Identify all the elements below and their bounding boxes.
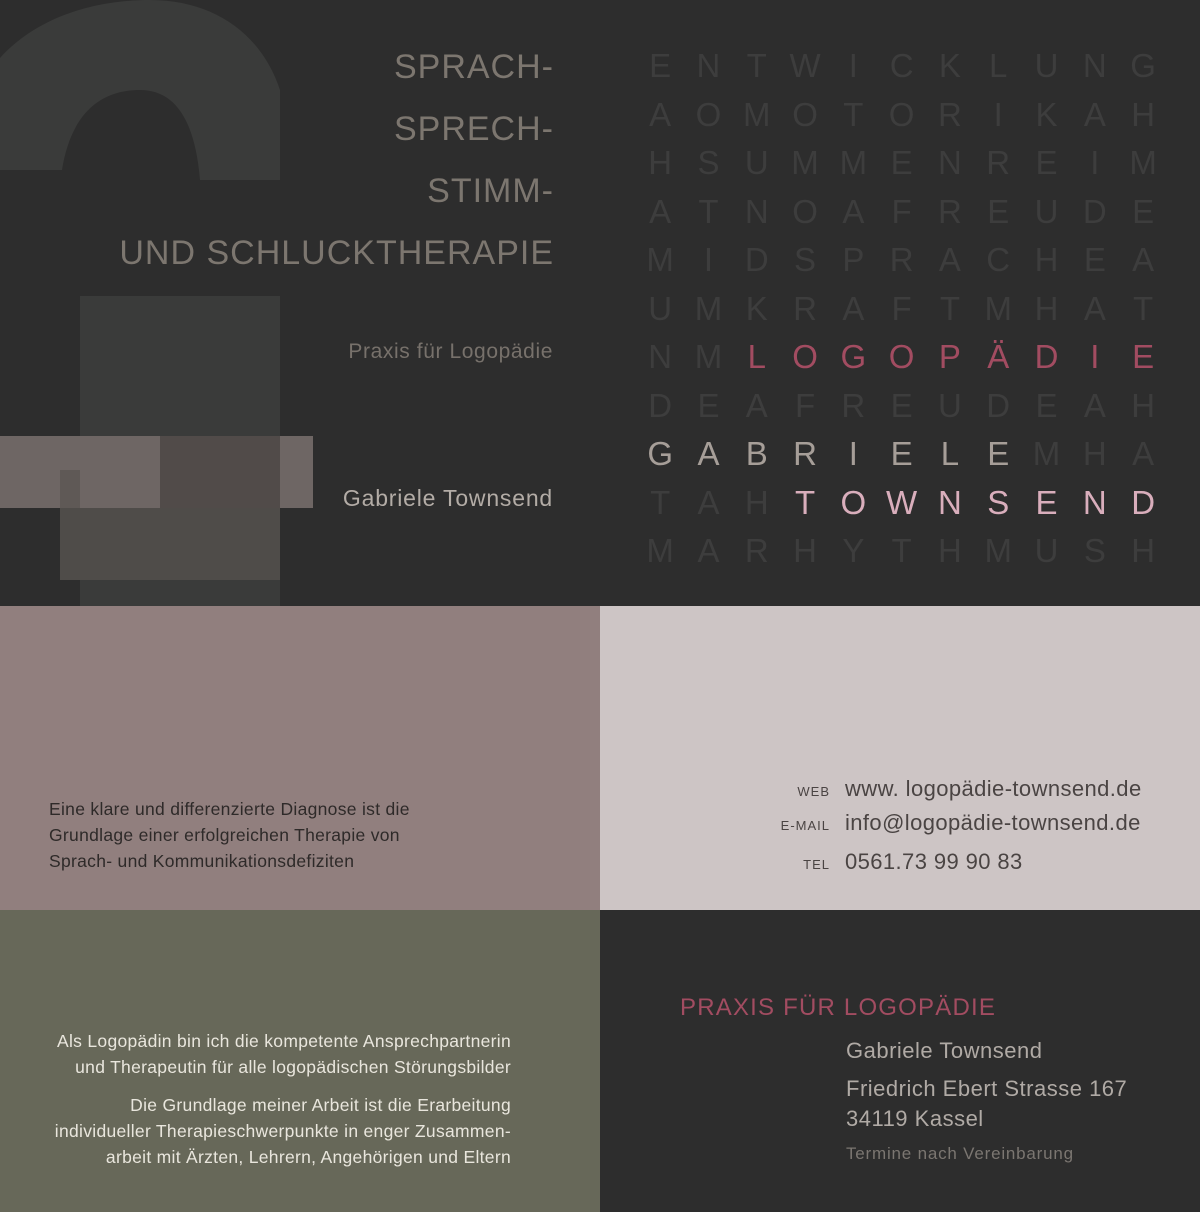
grid-letter: N	[744, 192, 769, 230]
grid-letter: G	[647, 435, 673, 472]
grid-row	[636, 479, 1167, 528]
grid-letter: A	[649, 192, 672, 230]
address-street: Friedrich Ebert Strasse 167	[846, 1076, 1128, 1101]
address-title: PRAXIS FÜR LOGOPÄDIE	[680, 994, 997, 1021]
grid-letter: A	[1132, 241, 1155, 278]
grid-letter: W	[789, 47, 821, 84]
grid-letter: N	[696, 47, 721, 84]
grid-letter: I	[703, 241, 714, 278]
grid-row	[636, 139, 1167, 188]
diagnosis-text: Eine klare und differenzierte Diagnose ist die Grundlage einer erfolgreichen Therapie von Sprach- und Kommunikationsdefiziten	[49, 799, 410, 871]
grid-letter: M	[1129, 144, 1157, 181]
grid-letter: M	[984, 532, 1012, 569]
grid-letter: T	[794, 483, 816, 521]
about-paragraph-1: Als Logopädin bin ich die kompetente Ansprechpartnerin und Therapeutin für alle logopädischen Störungsbilder	[57, 1031, 511, 1077]
tel-number[interactable]: 0561.73 99 90 83	[845, 849, 1023, 874]
grid-letter: M	[646, 532, 674, 569]
grid-letter: B	[745, 435, 768, 472]
grid-letter: O	[695, 95, 722, 133]
grid-letter: U	[1034, 532, 1059, 569]
grid-letter: A	[697, 483, 720, 521]
headline-line: SPRECH-	[393, 110, 554, 148]
grid-letter: D	[744, 241, 769, 278]
grid-row	[636, 188, 1167, 237]
grid-letter: E	[1083, 241, 1106, 278]
headline-line: STIMM-	[427, 172, 554, 210]
grid-letter: N	[1082, 47, 1107, 84]
grid-letter: I	[1090, 338, 1100, 375]
grid-letter: M	[839, 144, 868, 181]
address-panel	[600, 910, 1200, 1212]
grid-letter: N	[938, 483, 962, 521]
grid-letter: E	[1035, 386, 1058, 424]
grid-letter: O	[792, 338, 818, 375]
grid-letter: H	[793, 532, 817, 569]
headline-line: UND SCHLUCKTHERAPIE	[119, 234, 554, 272]
grid-letter: M	[984, 289, 1012, 327]
contact-panel	[600, 606, 1200, 910]
grid-letter: G	[1130, 47, 1156, 84]
grid-letter: T	[746, 47, 767, 84]
grid-letter: G	[840, 338, 867, 375]
grid-letter: F	[794, 386, 816, 424]
grid-letter: A	[842, 289, 865, 327]
grid-letter: A	[1083, 95, 1106, 133]
grid-row	[636, 91, 1167, 140]
grid-letter: L	[747, 338, 766, 375]
grid-letter: S	[1083, 532, 1106, 569]
web-link[interactable]: www. logopädie-townsend.de	[845, 776, 1142, 801]
grid-letter: H	[1131, 386, 1156, 424]
grid-letter: O	[888, 338, 915, 375]
grid-letter: U	[648, 289, 673, 327]
grid-letter: E	[890, 144, 913, 181]
web-label: WEB	[797, 784, 830, 799]
grid-letter: E	[649, 47, 672, 84]
grid-letter: H	[1034, 289, 1059, 327]
grid-letter: S	[794, 241, 817, 278]
grid-letter: H	[1082, 435, 1107, 472]
grid-letter: I	[1090, 144, 1100, 181]
grid-letter: T	[1133, 289, 1154, 327]
grid-letter: R	[793, 289, 817, 327]
grid-letter: A	[938, 241, 961, 278]
grid-letter: K	[1035, 95, 1058, 133]
grid-letter: A	[1132, 435, 1155, 472]
grid-letter: C	[986, 241, 1011, 278]
grid-letter: H	[938, 532, 962, 569]
grid-letter: E	[890, 386, 913, 424]
grid-letter: H	[648, 144, 673, 181]
word-search-grid	[636, 42, 1167, 576]
grid-letter: E	[1035, 483, 1058, 521]
grid-row	[636, 236, 1167, 285]
grid-letter: Y	[842, 532, 865, 569]
grid-letter: H	[1131, 532, 1156, 569]
grid-letter: N	[938, 144, 962, 181]
grid-letter: N	[648, 338, 673, 375]
grid-letter: P	[842, 241, 865, 278]
grid-letter: S	[987, 483, 1010, 521]
grid-letter: E	[1132, 338, 1155, 375]
address-name: Gabriele Townsend	[846, 1038, 1043, 1063]
tel-label: TEL	[803, 857, 830, 872]
grid-letter: F	[891, 192, 912, 230]
grid-letter: N	[1082, 483, 1107, 521]
grid-letter: E	[890, 435, 913, 472]
grid-row	[636, 333, 1167, 382]
grid-letter: W	[886, 483, 918, 521]
grid-letter: R	[744, 532, 769, 569]
grid-letter: E	[697, 386, 720, 424]
grid-letter: A	[842, 192, 865, 230]
grid-letter: U	[1034, 192, 1059, 230]
grid-letter: A	[697, 532, 720, 569]
grid-letter: M	[646, 241, 674, 278]
grid-letter: I	[848, 47, 858, 84]
grid-letter: R	[986, 144, 1011, 181]
grid-letter: Ä	[987, 338, 1010, 375]
grid-letter: D	[986, 386, 1011, 424]
grid-letter: A	[649, 95, 672, 133]
grid-letter: D	[1082, 192, 1107, 230]
grid-letter: L	[940, 435, 960, 472]
grid-letter: I	[993, 95, 1003, 133]
grid-letter: K	[938, 47, 961, 84]
about-text	[55, 1028, 511, 1170]
grid-row	[636, 285, 1167, 334]
grid-letter: T	[650, 483, 671, 521]
grid-letter: D	[1034, 338, 1059, 375]
grid-row	[636, 42, 1167, 91]
grid-letter: L	[989, 47, 1008, 84]
address-block	[846, 1036, 1127, 1164]
grid-letter: T	[891, 532, 912, 569]
grid-letter: A	[1083, 386, 1106, 424]
grid-letter: E	[1035, 144, 1058, 181]
grid-letter: H	[1034, 241, 1059, 278]
therapy-headline	[119, 36, 554, 284]
grid-letter: O	[888, 95, 915, 133]
grid-letter: E	[987, 435, 1010, 472]
grid-letter: I	[848, 435, 858, 472]
grid-letter: A	[745, 386, 768, 424]
grid-letter: S	[697, 144, 720, 181]
grid-letter: O	[792, 192, 818, 230]
grid-letter: H	[1131, 95, 1156, 133]
grid-letter: M	[791, 144, 819, 181]
contact-row-email	[760, 810, 1142, 844]
contact-row-tel	[760, 849, 1142, 883]
diagnosis-panel	[0, 606, 600, 910]
appointment-note: Termine nach Vereinbarung	[846, 1144, 1074, 1163]
grid-letter: A	[697, 435, 720, 472]
grid-letter: M	[694, 289, 723, 327]
grid-letter: T	[843, 95, 864, 133]
grid-letter: O	[792, 95, 818, 133]
grid-letter: C	[889, 47, 914, 84]
headline-line: SPRACH-	[393, 48, 554, 86]
address-city: 34119 Kassel	[846, 1106, 984, 1131]
contact-list	[760, 776, 1142, 883]
grid-letter: K	[745, 289, 768, 327]
grid-letter: M	[742, 95, 771, 133]
grid-letter: M	[694, 338, 723, 375]
grid-letter: D	[648, 386, 673, 424]
about-panel	[0, 910, 600, 1212]
grid-letter: M	[1032, 435, 1061, 472]
about-paragraph-2: Die Grundlage meiner Arbeit ist die Erarbeitung individueller Therapieschwerpunkte in enger Zusammen- arbeit mit Ärzten, Lehrern, Angehörigen und Eltern	[54, 1095, 511, 1167]
grid-letter: R	[889, 241, 914, 278]
grid-letter: R	[793, 435, 817, 472]
grid-letter: R	[841, 386, 866, 424]
grid-letter: T	[939, 289, 961, 327]
grid-letter: D	[1131, 483, 1156, 521]
practice-subtitle: Praxis für Logopädie	[348, 340, 553, 363]
grid-letter: U	[744, 144, 769, 181]
grid-letter: A	[1083, 289, 1106, 327]
email-label: E-MAIL	[780, 818, 830, 833]
grid-letter: H	[744, 483, 769, 521]
grid-row	[636, 527, 1167, 576]
grid-letter: R	[938, 192, 962, 230]
grid-letter: T	[698, 192, 719, 230]
email-link[interactable]: info@logopädie-townsend.de	[845, 810, 1141, 835]
grid-letter: R	[938, 95, 962, 133]
grid-letter: U	[1034, 47, 1059, 84]
grid-letter: F	[891, 289, 912, 327]
grid-row	[636, 382, 1167, 431]
grid-letter: P	[938, 338, 961, 375]
therapist-name: Gabriele Townsend	[342, 485, 553, 511]
grid-letter: U	[938, 386, 962, 424]
contact-row-web	[760, 776, 1142, 810]
grid-row	[636, 430, 1167, 479]
grid-letter: O	[840, 483, 867, 521]
grid-letter: E	[987, 192, 1010, 230]
grid-letter: E	[1132, 192, 1155, 230]
